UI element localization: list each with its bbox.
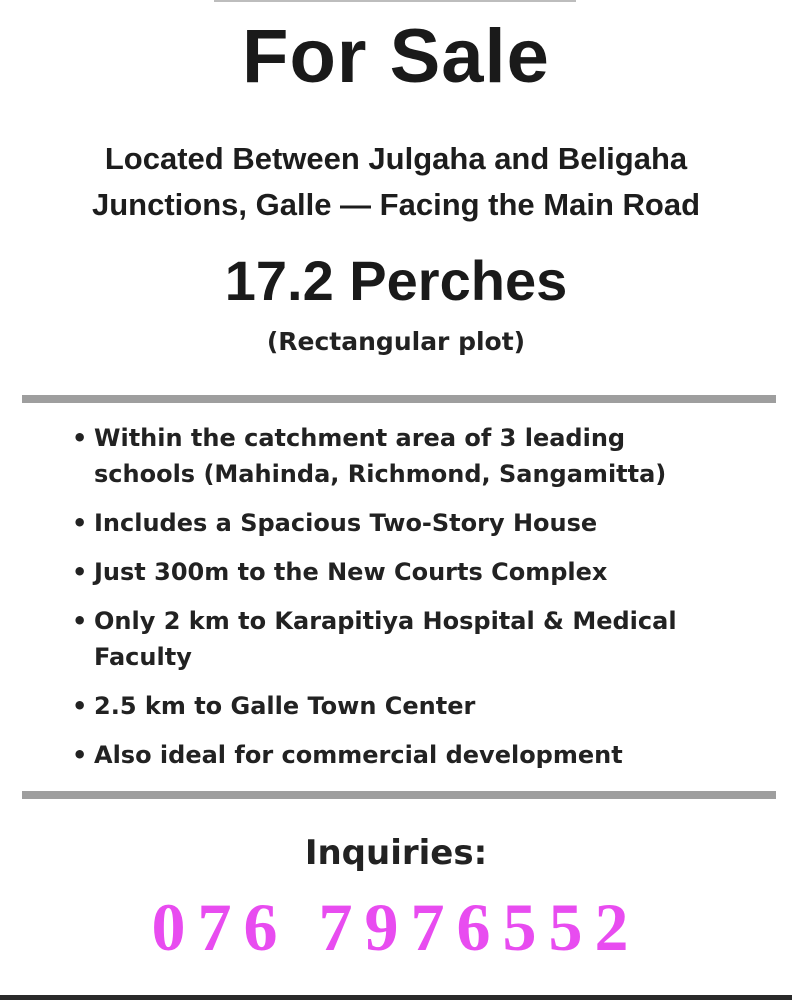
feature-line: Within the catchment area of 3 leading — [94, 424, 626, 452]
feature-item — [72, 420, 772, 492]
bullet-icon: • — [72, 424, 88, 452]
location-line-2: Junctions, Galle — Facing the Main Road — [91, 187, 701, 222]
feature-item — [72, 554, 772, 590]
feature-line: Also ideal for commercial development — [94, 741, 623, 769]
feature-item — [72, 688, 772, 724]
feature-line: Includes a Spacious Two-Story House — [94, 509, 598, 537]
bullet-icon: • — [72, 692, 88, 720]
plot-size: 17.2 Perches — [224, 249, 568, 312]
ad-title: For Sale — [242, 14, 550, 99]
feature-line: 2.5 km to Galle Town Center — [94, 692, 476, 720]
phone-number[interactable]: 076 7976552 — [151, 889, 641, 965]
plot-shape: (Rectangular plot) — [266, 327, 526, 356]
feature-line: Only 2 km to Karapitiya Hospital & Medical — [94, 607, 677, 635]
feature-list — [72, 420, 772, 786]
location-line-1: Located Between Julgaha and Beligaha — [104, 141, 688, 176]
feature-item — [72, 505, 772, 541]
feature-line: schools (Mahinda, Richmond, Sangamitta) — [94, 460, 667, 488]
feature-line: Just 300m to the New Courts Complex — [94, 558, 608, 586]
inquiries-label: Inquiries: — [304, 833, 488, 873]
feature-item — [72, 737, 772, 773]
divider-bottom — [22, 791, 776, 799]
bullet-icon: • — [72, 509, 88, 537]
location-text — [0, 136, 792, 228]
bullet-icon: • — [72, 607, 88, 635]
bottom-border — [0, 995, 792, 1000]
bullet-icon: • — [72, 741, 88, 769]
feature-item — [72, 603, 772, 675]
divider-top — [22, 395, 776, 403]
bullet-icon: • — [72, 558, 88, 586]
top-border — [214, 0, 576, 2]
feature-line: Faculty — [94, 643, 192, 671]
